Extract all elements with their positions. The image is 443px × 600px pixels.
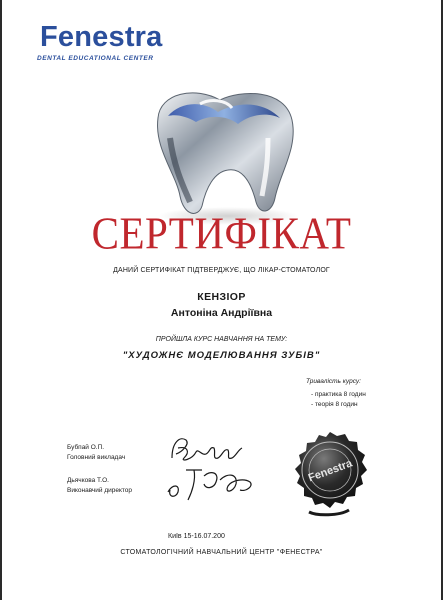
seal-stamp	[287, 428, 373, 518]
course-title: "ХУДОЖНЄ МОДЕЛЮВАННЯ ЗУБІВ"	[122, 350, 321, 361]
duration-heading: Тривалість курсу:	[306, 378, 361, 385]
course-intro: ПРОЙШЛА КУРС НАВЧАННЯ НА ТЕМУ:	[155, 336, 288, 343]
duration-theory: - теорія 8 годин	[311, 401, 358, 408]
signer-2-role: Виконавчий директор	[67, 487, 133, 494]
center-name: СТОМАТОЛОГІЧНИЙ НАВЧАЛЬНИЙ ЦЕНТР "ФЕНЕСТРА"	[120, 549, 323, 556]
recipient-given-names: Антоніна Андріївна	[170, 307, 273, 319]
duration-practice: - практика 8 годин	[311, 391, 366, 398]
signature-2	[158, 462, 262, 506]
signer-2-name: Дьячкова Т.О.	[67, 477, 109, 484]
logo-title: Fenestra	[40, 21, 163, 53]
seal-text: Fenestra	[306, 457, 354, 485]
signer-1-name: Бубпай О.П.	[67, 444, 105, 451]
confirmation-text: ДАНИЙ СЕРТИФІКАТ ПІДТВЕРДЖУЄ, ЩО ЛІКАР-СТОМАТОЛОГ	[113, 267, 330, 274]
signer-1-role: Головний викладач	[67, 454, 126, 461]
place-date: Київ 15-16.07.200	[168, 533, 225, 540]
certificate-title: СЕРТИФІКАТ	[91, 207, 352, 259]
logo-tagline: DENTAL EDUCATIONAL CENTER	[37, 55, 154, 62]
recipient-surname: КЕНЗІОР	[197, 291, 246, 303]
